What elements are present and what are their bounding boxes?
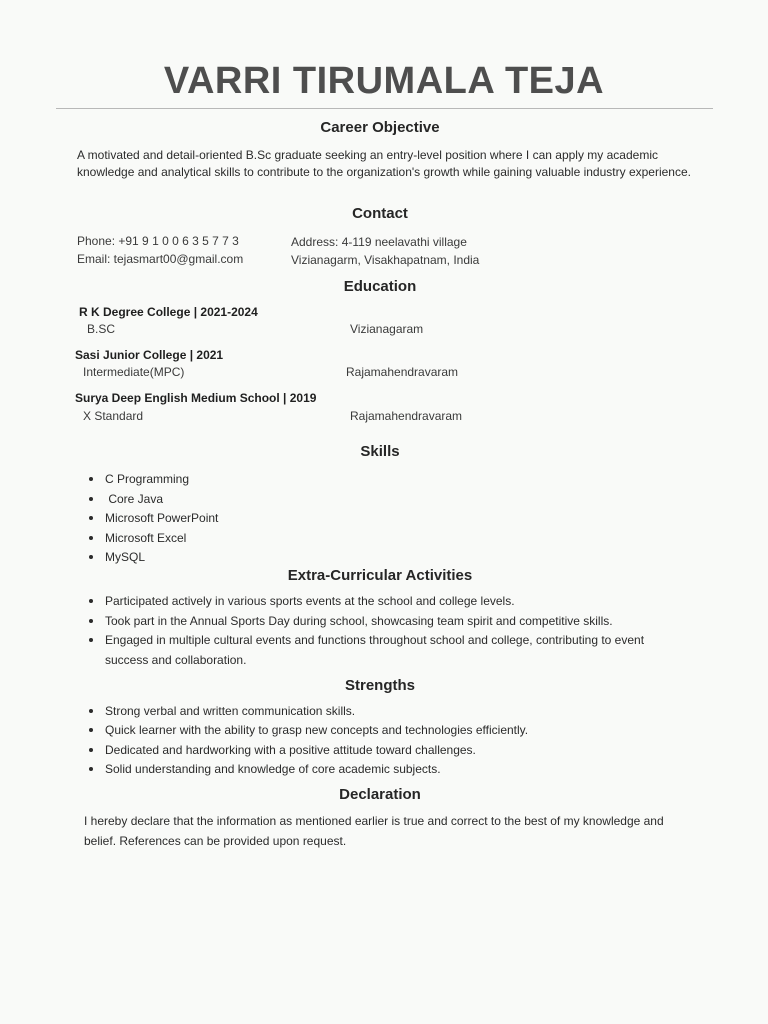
education-qualification: Intermediate(MPC)	[83, 365, 185, 379]
education-qualification: B.SC	[87, 322, 116, 336]
career-objective-text: A motivated and detail-oriented B.Sc graduate seeking an entry-level position where I can apply my academic knowledge and analytical skills to contribute to the organization's growth while gaining valuable industry experience.	[77, 148, 691, 179]
contact-address-line2: Vizianagarm, Visakhapatnam, India	[291, 253, 480, 267]
strength-item: Strong verbal and written communication skills.	[76, 702, 696, 721]
education-institution: Surya Deep English Medium School | 2019	[75, 391, 317, 405]
skills-list	[76, 470, 696, 568]
extracurricular-item: Took part in the Annual Sports Day during school, showcasing team spirit and competitive skills.	[76, 612, 688, 632]
education-location: Rajamahendravaram	[350, 409, 463, 423]
strength-item: Solid understanding and knowledge of core academic subjects.	[76, 760, 696, 779]
contact-heading: Contact	[352, 205, 408, 222]
extracurricular-item: Engaged in multiple cultural events and functions throughout school and college, contributing to event success and collaboration.	[76, 631, 688, 670]
contact-phone: Phone: +91 9 1 0 0 6 3 5 7 7 3	[77, 234, 239, 248]
education-heading: Education	[343, 278, 417, 295]
education-location: Rajamahendravaram	[346, 365, 459, 379]
skill-item: C Programming	[76, 470, 696, 490]
strength-item: Quick learner with the ability to grasp new concepts and technologies efficiently.	[76, 721, 696, 740]
education-qualification: X Standard	[83, 409, 144, 423]
extracurricular-list	[76, 592, 688, 670]
skill-item: Core Java	[76, 490, 696, 510]
header-divider	[56, 108, 713, 109]
skill-item: Microsoft Excel	[76, 529, 696, 549]
strengths-list	[76, 702, 696, 779]
extracurricular-item: Participated actively in various sports events at the school and college levels.	[76, 592, 688, 612]
contact-address-line1: Address: 4-119 neelavathi village	[291, 235, 467, 249]
extracurricular-heading: Extra-Curricular Activities	[287, 567, 473, 584]
declaration-heading: Declaration	[339, 786, 421, 803]
career-objective-heading: Career Objective	[320, 119, 440, 136]
contact-email: Email: tejasmart00@gmail.com	[77, 252, 244, 266]
skill-item: MySQL	[76, 548, 696, 568]
strengths-heading: Strengths	[344, 677, 415, 694]
skill-item: Microsoft PowerPoint	[76, 509, 696, 529]
education-institution: R K Degree College | 2021-2024	[79, 305, 258, 319]
strength-item: Dedicated and hardworking with a positive attitude toward challenges.	[76, 741, 696, 760]
resume-name: VARRI TIRUMALA TEJA	[163, 60, 605, 102]
education-institution: Sasi Junior College | 2021	[75, 348, 224, 362]
declaration-text: I hereby declare that the information as mentioned earlier is true and correct to the best of my knowledge and belief. References can be provided upon request.	[84, 814, 664, 848]
skills-heading: Skills	[360, 443, 400, 460]
education-location: Vizianagaram	[350, 322, 424, 336]
